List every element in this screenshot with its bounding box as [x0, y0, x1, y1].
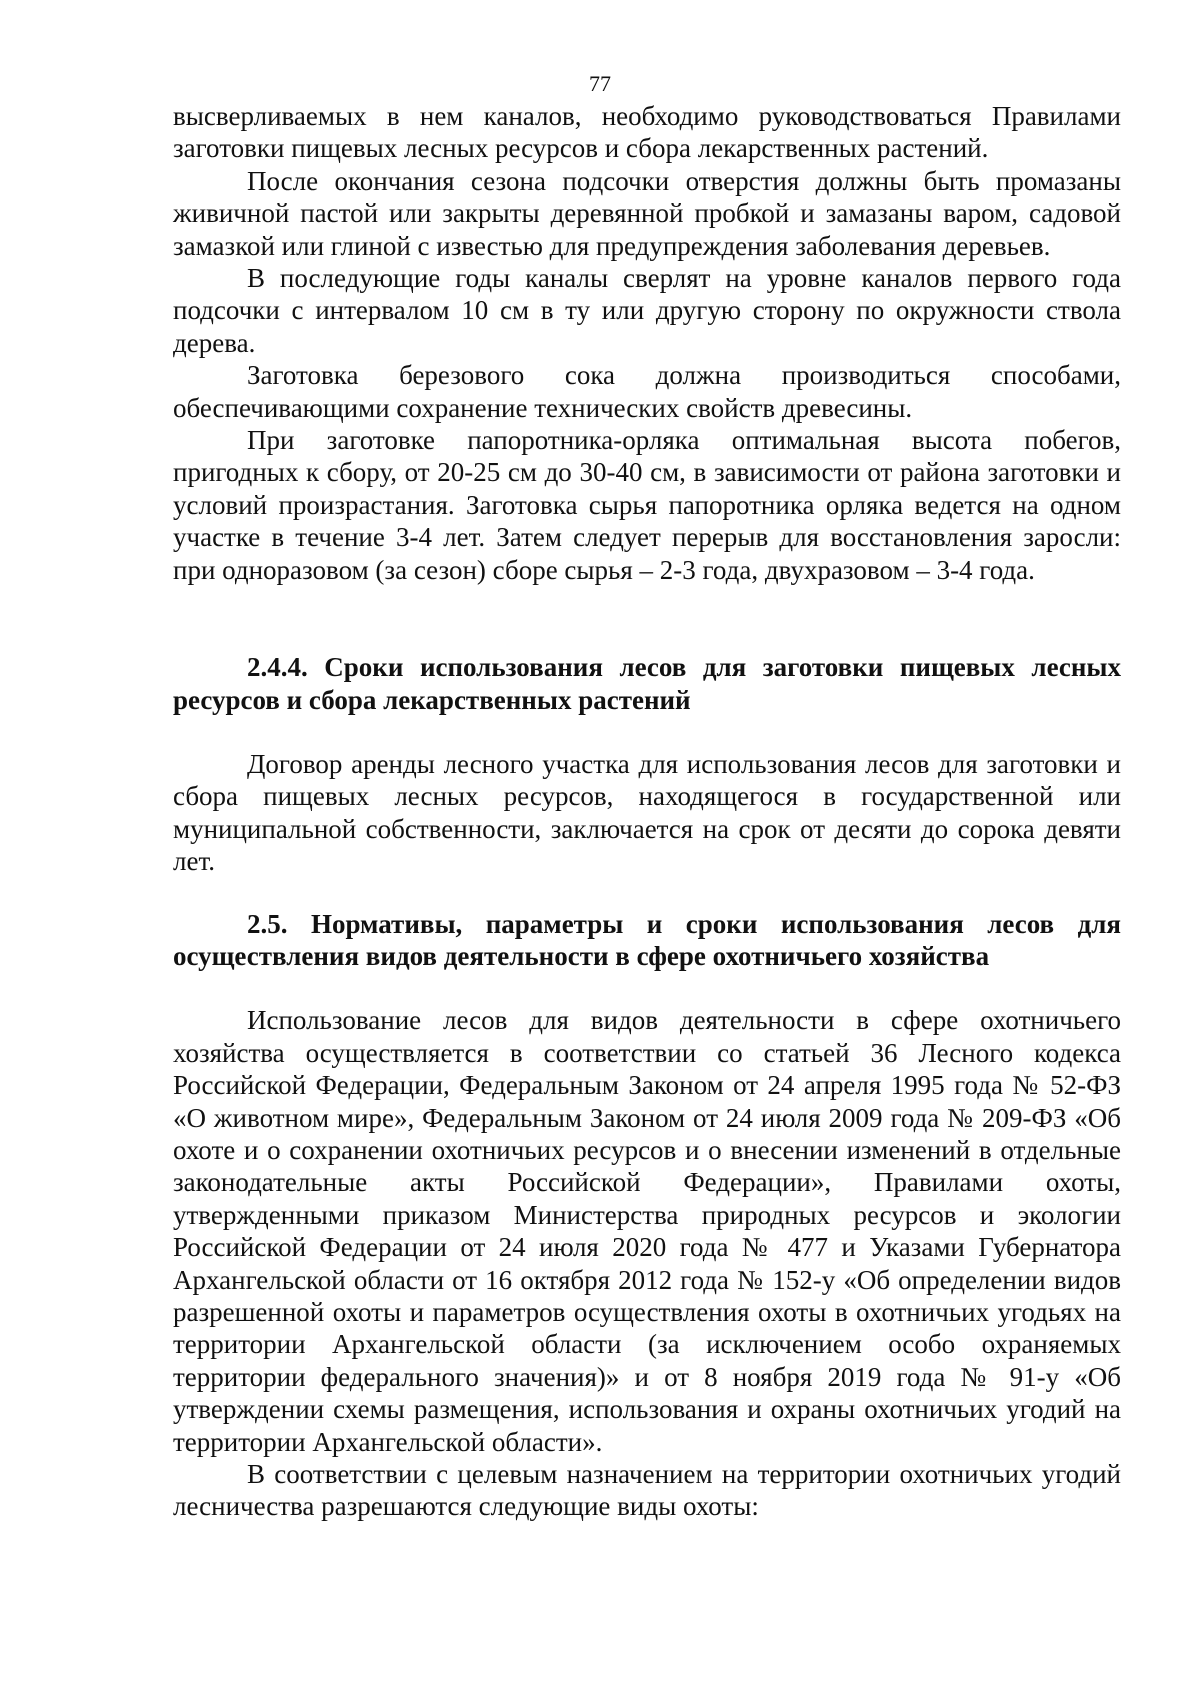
paragraph-hunting-types: В соответствии с целевым назначением на территории охотничьих угодий лесничества разрешаются следующие виды охоты: [173, 1459, 1121, 1522]
spacer [173, 716, 1121, 748]
paragraph-continuation: высверливаемых в нем каналов, необходимо руководствоваться Правилами заготовки пищевых лесных ресурсов и сбора лекарственных растений. [173, 101, 1121, 164]
paragraph-bracken-fern: При заготовке папоротника-орляка оптимальная высота побегов, пригодных к сбору, от 20-25 см до 30-40 см, в зависимости от района заготовки и условий произрастания. Заготовка сырья папоротника орляка ведется на одном участке в течение 3-4 лет. Затем следует перерыв для восстановления заросли: при одноразовом (за сезон) сборе сырья – 2-3 года, двухразовом – 3-4 года. [173, 425, 1121, 585]
paragraph-lease-term: Договор аренды лесного участка для использования лесов для заготовки и сбора пищевых лесных ресурсов, находящегося в государственной или муниципальной собственности, заключается на срок от десяти до сорока девяти лет. [173, 748, 1121, 877]
spacer [173, 972, 1121, 1004]
page-content [173, 100, 1121, 1523]
spacer [173, 586, 1121, 651]
paragraph-birch-sap: Заготовка березового сока должна производиться способами, обеспечивающими сохранение технических свойств древесины. [173, 360, 1121, 423]
paragraph-sealing-holes: После окончания сезона подсочки отверстия должны быть промазаны живичной пастой или закрыты деревянной пробкой и замазаны варом, садовой замазкой или глиной с известью для предупреждения заболевания деревьев. [173, 165, 1121, 261]
section-heading-2-4-4: 2.4.4. Сроки использования лесов для заготовки пищевых лесных ресурсов и сбора лекарственных растений [173, 652, 1121, 715]
page-number: 77 [589, 71, 611, 96]
paragraph-hunting-legislation: Использование лесов для видов деятельности в сфере охотничьего хозяйства осуществляется в соответствии со статьей 36 Лесного кодекса Российской Федерации, Федеральным Законом от 24 апреля 1995 года № 52-ФЗ «О животном мире», Федеральным Законом от 24 июля 2009 года № 209-ФЗ «Об охоте и о сохранении охотничьих ресурсов и о внесении изменений в отдельные законодательные акты Российской Федерации», Правилами охоты, утвержденными приказом Министерства природных ресурсов и экологии Российской Федерации от 24 июля 2020 года № 477 и Указами Губернатора Архангельской области от 16 октября 2012 года № 152-у «Об определении видов разрешенной охоты и параметров осуществления охоты в охотничьих угодьях на территории Архангельской области (за исключением особо охраняемых территории федерального значения)» и от 8 ноября 2019 года № 91-у «Об утверждении схемы размещения, использования и охраны охотничьих угодий на территории Архангельской области». [173, 1005, 1121, 1457]
paragraph-drilling-channels: В последующие годы каналы сверлят на уровне каналов первого года подсочки с интервалом 10 см в ту или другую сторону по окружности ствола дерева. [173, 263, 1121, 358]
section-heading-2-5: 2.5. Нормативы, параметры и сроки использования лесов для осуществления видов деятельности в сфере охотничьего хозяйства [173, 908, 1121, 971]
spacer [173, 878, 1121, 908]
